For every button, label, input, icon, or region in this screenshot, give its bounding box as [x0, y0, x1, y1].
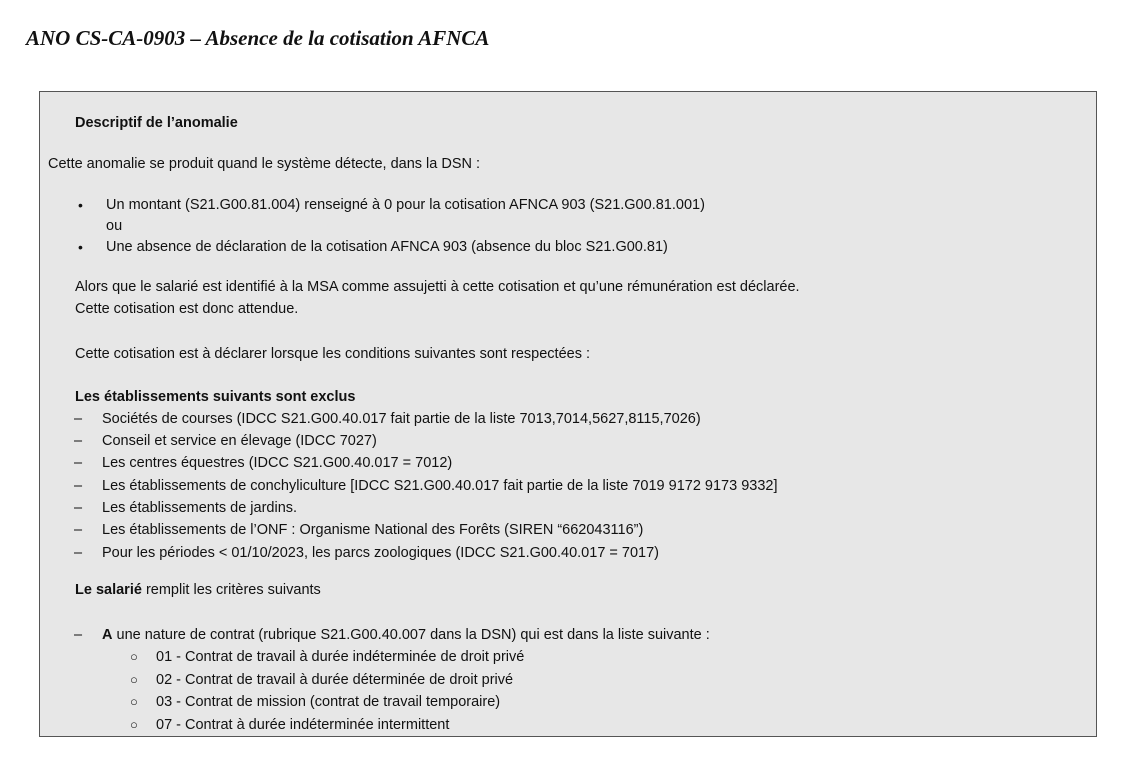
- paragraph-text: Cette cotisation est donc attendue.: [75, 301, 299, 317]
- circle-bullet-icon: ○: [130, 672, 138, 687]
- circle-bullet-icon: ○: [130, 649, 138, 664]
- salarie-criteria: [75, 580, 321, 600]
- paragraph-text: Cette cotisation est à déclarer lorsque les conditions suivantes sont respectées :: [75, 346, 591, 362]
- list-item: Les établissements de conchyliculture [IDCC S21.G00.40.017 fait partie de la liste 7019 9172 9173 9332]: [102, 478, 778, 494]
- list-item: Pour les périodes < 01/10/2023, les parcs zoologiques (IDCC S21.G00.40.017 = 7017): [102, 545, 659, 561]
- list-item: Une absence de déclaration de la cotisation AFNCA 903 (absence du bloc S21.G00.81): [106, 239, 668, 255]
- bullet-icon: •: [78, 239, 83, 255]
- dash-icon: –: [74, 455, 83, 471]
- dash-icon: –: [74, 500, 83, 516]
- contract-bold: A: [102, 627, 113, 643]
- list-item: 07 - Contrat à durée indéterminée intermittent: [156, 717, 450, 733]
- dash-icon: –: [74, 545, 83, 561]
- circle-bullet-icon: ○: [130, 694, 138, 709]
- list-item: 03 - Contrat de mission (contrat de travail temporaire): [156, 694, 501, 710]
- list-item: 02 - Contrat de travail à durée déterminée de droit privé: [156, 672, 514, 688]
- list-item: Un montant (S21.G00.81.004) renseigné à 0 pour la cotisation AFNCA 903 (S21.G00.81.001): [106, 197, 705, 213]
- salarie-bold: Le salarié: [75, 582, 142, 598]
- dash-icon: –: [74, 478, 83, 494]
- circle-bullet-icon: ○: [130, 717, 138, 732]
- list-item: Les établissements de jardins.: [102, 500, 298, 516]
- excluded-title: Les établissements suivants sont exclus: [75, 389, 356, 405]
- intro-text: Cette anomalie se produit quand le système détecte, dans la DSN :: [48, 156, 481, 172]
- dash-icon: –: [74, 522, 83, 538]
- list-item: ou: [106, 218, 123, 234]
- paragraph-text: Alors que le salarié est identifié à la MSA comme assujetti à cette cotisation et qu’une rémunération est déclarée.: [75, 279, 800, 295]
- contract-rest: une nature de contrat (rubrique S21.G00.40.007 dans la DSN) qui est dans la liste suivante :: [112, 627, 710, 643]
- bullet-icon: •: [78, 197, 83, 213]
- dash-icon: –: [74, 627, 83, 643]
- dash-icon: –: [74, 411, 83, 427]
- anomaly-description-box: [39, 91, 1097, 737]
- list-item: Les centres équestres (IDCC S21.G00.40.017 = 7012): [102, 455, 453, 471]
- contract-criteria: [102, 625, 710, 645]
- list-item: 01 - Contrat de travail à durée indéterminée de droit privé: [156, 649, 525, 665]
- section-title: Descriptif de l’anomalie: [75, 115, 238, 131]
- page-title: ANO CS-CA-0903 – Absence de la cotisation AFNCA: [26, 26, 490, 50]
- dash-icon: –: [74, 433, 83, 449]
- list-item: Sociétés de courses (IDCC S21.G00.40.017 fait partie de la liste 7013,7014,5627,8115,7026): [102, 411, 701, 427]
- salarie-rest: remplit les critères suivants: [141, 582, 321, 598]
- list-item: Conseil et service en élevage (IDCC 7027): [102, 433, 377, 449]
- list-item: Les établissements de l’ONF : Organisme National des Forêts (SIREN “662043116”): [102, 522, 644, 538]
